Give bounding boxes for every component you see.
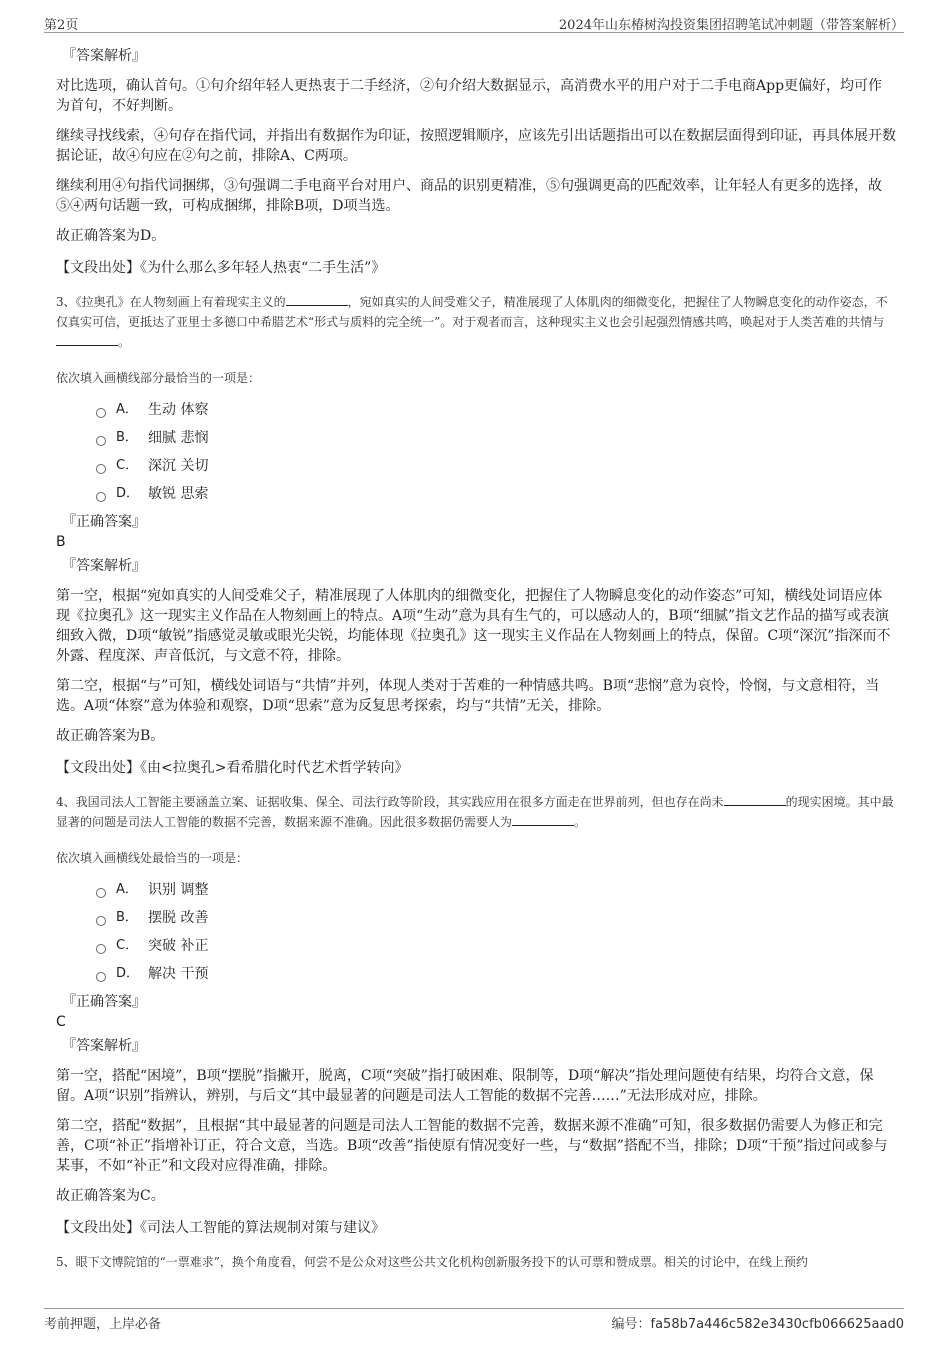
radio-icon[interactable] <box>96 408 106 418</box>
radio-icon[interactable] <box>96 944 106 954</box>
q4-answer-conclusion: 故正确答案为C。 <box>56 1188 165 1204</box>
q3-analysis-para-1: 第一空，根据“宛如真实的人间受难父子，精准展现了人体肌肉的细微变化，把握住了人物瞬息变化的动作姿态”可知，横线处词语应体现《拉奥孔》这一现实主义作品在人物刻画上的特点。A项“生动”意为具有生气的，可以感动人的，B项“细腻”指文艺作品的描写或表演细致入微，D项“敏锐”指感觉灵敏或眼光尖锐，均能体现《拉奥孔》这一现实主义作品在人物刻画上的特点，保留。C项“深沉”指深而不外露、程度深、声音低沉，与文意不符，排除。 <box>56 588 891 664</box>
q3-blank-1 <box>286 293 348 306</box>
q3-correct-label: 『正确答案』 <box>62 514 146 530</box>
q2-answer-conclusion: 故正确答案为D。 <box>56 228 166 244</box>
q2-analysis-para-2: 继续寻找线索，④句存在指代词，并指出有数据作为印证，按照逻辑顺序，应该先引出话题指出可以在数据层面得到印证，再具体展开数据论证，故④句应在②句之前，排除A、C两项。 <box>56 128 896 164</box>
q4-correct-answer: C <box>56 1014 66 1030</box>
q4-analysis-para-1: 第一空，搭配“困境”，B项“摆脱”指撇开，脱离，C项“突破”指打破困难、限制等，D项“解决”指处理问题使有结果，均符合文意，保留。A项“识别”指辨认，辨别，与后文“其中最显著的问题是司法人工智能的数据不完善……”无法形成对应，排除。 <box>56 1068 874 1104</box>
radio-icon[interactable] <box>96 464 106 474</box>
q4-option-d[interactable]: D． 解决 干预 <box>96 964 896 984</box>
q3-blank-2 <box>56 333 118 346</box>
q3-answer-conclusion: 故正确答案为B。 <box>56 728 165 744</box>
page-footer <box>44 1308 904 1333</box>
q4-options <box>96 880 896 984</box>
q3-source: 【文段出处】《由<拉奥孔>看希腊化时代艺术哲学转向》 <box>56 760 409 776</box>
q4-option-c[interactable]: C． 突破 补正 <box>96 936 896 956</box>
q3-prompt: 依次填入画横线部分最恰当的一项是： <box>56 371 261 385</box>
q2-analysis-para-1: 对比选项，确认首句。①句介绍年轻人更热衷于二手经济，②句介绍大数据显示，高消费水平的用户对于二手电商App更偏好，均可作为首句，不好判断。 <box>56 78 883 114</box>
radio-icon[interactable] <box>96 492 106 502</box>
q3-options <box>96 400 896 504</box>
q4-option-b[interactable]: B． 摆脱 改善 <box>96 908 896 928</box>
q3-stem: 3、《拉奥孔》在人物刻画上有着现实主义的 ，宛如真实的人间受难父子，精准展现了人体肌肉的细微变化，把握住了人物瞬息变化的动作姿态，不仅真实可信，更抵达了亚里士多德口中希腊艺术“形式与质料的完全统一”。对于观者而言，这种现实主义也会引起强烈情感共鸣，唤起对于人类苦难的共情与。 <box>56 295 888 349</box>
radio-icon[interactable] <box>96 916 106 926</box>
q4-option-a[interactable]: A． 识别 调整 <box>96 880 896 900</box>
q4-prompt: 依次填入画横线处最恰当的一项是： <box>56 851 249 865</box>
q3-option-d[interactable]: D． 敏锐 思索 <box>96 484 896 504</box>
q4-blank-2 <box>512 813 574 826</box>
q3-option-b[interactable]: B． 细腻 悲悯 <box>96 428 896 448</box>
q2-analysis-para-3: 继续利用④句指代词捆绑，③句强调二手电商平台对用户、商品的识别更精准，⑤句强调更高的匹配效率，让年轻人有更多的选择，故⑤④两句话题一致，可构成捆绑，排除B项，D项当选。 <box>56 178 882 214</box>
q3-option-c[interactable]: C． 深沉 关切 <box>96 456 896 476</box>
radio-icon[interactable] <box>96 436 106 446</box>
document-code: 编号：fa58b7a446c582e3430cfb066625aad0 <box>611 1317 904 1332</box>
q2-source: 【文段出处】《为什么那么多年轻人热衷“二手生活”》 <box>56 260 386 276</box>
q5-stem: 5、眼下文博院馆的“一票难求”，换个角度看，何尝不是公众对这些公共文化机构创新服务投下的认可票和赞成票。相关的讨论中，在线上预约 <box>56 1255 808 1269</box>
q4-blank-1 <box>724 793 786 806</box>
q3-analysis-label: 『答案解析』 <box>62 558 146 574</box>
radio-icon[interactable] <box>96 888 106 898</box>
q3-correct-answer: B <box>56 534 66 550</box>
radio-icon[interactable] <box>96 972 106 982</box>
q4-stem: 4、我国司法人工智能主要涵盖立案、证据收集、保全、司法行政等阶段，其实践应用在很多方面走在世界前列，但也存在尚未 的现实困境。其中最显著的问题是司法人工智能的数据不完善，数据来源不准确。因此很多数据仍需要人为 。 <box>56 795 894 829</box>
page-number: 第2页 <box>44 18 79 33</box>
q2-analysis-label: 『答案解析』 <box>62 48 146 64</box>
q3-analysis-para-2: 第二空，根据“与”可知，横线处词语与“共情”并列，体现人类对于苦难的一种情感共鸣。B项“悲悯”意为哀怜，怜悯，与文意相符，当选。A项“体察”意为体验和观察，D项“思索”意为反复思考探索，均与“共情”无关，排除。 <box>56 678 880 714</box>
q3-option-a[interactable]: A． 生动 体察 <box>96 400 896 420</box>
footer-slogan: 考前押题，上岸必备 <box>44 1317 162 1332</box>
q4-analysis-para-2: 第二空，搭配“数据”，且根据“其中最显著的问题是司法人工智能的数据不完善，数据来源不准确”可知，很多数据仍需要人为修正和完善，C项“补正”指增补订正，符合文意，当选。B项“改善”指使原有情况变好一些，与“数据”搭配不当，排除；D项“干预”指过问或参与某事，不如“补正”和文段对应得准确，排除。 <box>56 1118 888 1174</box>
q4-source: 【文段出处】《司法人工智能的算法规制对策与建议》 <box>56 1220 385 1236</box>
document-content <box>56 46 896 1288</box>
page-header <box>44 12 904 33</box>
q4-analysis-label: 『答案解析』 <box>62 1038 146 1054</box>
q4-correct-label: 『正确答案』 <box>62 994 146 1010</box>
document-title: 2024年山东椿树沟投资集团招聘笔试冲刺题（带答案解析） <box>558 18 904 33</box>
